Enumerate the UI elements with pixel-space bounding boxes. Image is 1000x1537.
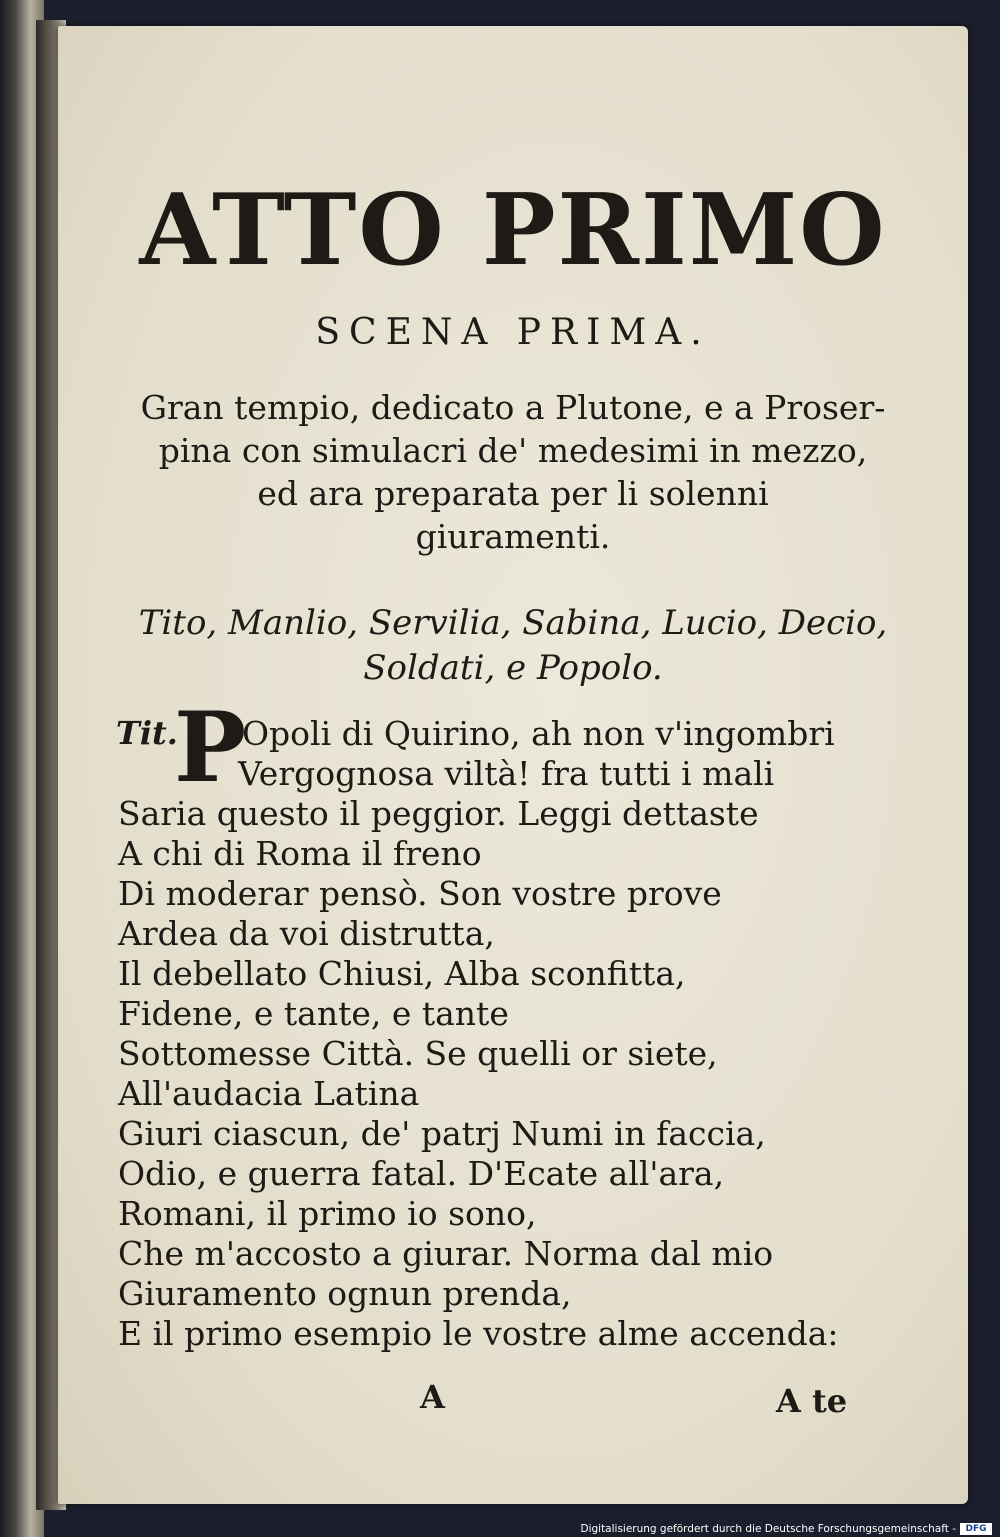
verse-line: Vergognosa viltà! fra tutti i mali: [238, 754, 775, 793]
scene-setting-description: [78, 386, 948, 558]
book-page: [58, 26, 968, 1504]
verse-line: All'audacia Latina: [118, 1074, 420, 1113]
verse-line: Ardea da voi distrutta,: [118, 914, 495, 953]
act-title: ATTO PRIMO: [139, 173, 887, 288]
verse-line: Fidene, e tante, e tante: [118, 994, 509, 1033]
digitization-credit: Digitalisierung gefördert durch die Deutsche Forschungsgemeinschaft -: [580, 1523, 956, 1535]
scene-title: SCENA PRIMA.: [315, 312, 711, 353]
dfg-logo: DFG: [960, 1523, 992, 1535]
signature-mark: A: [420, 1378, 445, 1416]
verse-line: Giuramento ognun prenda,: [118, 1274, 572, 1313]
verse-line: Sottomesse Città. Se quelli or siete,: [118, 1034, 718, 1073]
verse-line: A chi di Roma il freno: [118, 834, 482, 873]
verse-line: Che m'accosto a giurar. Norma dal mio: [118, 1234, 774, 1273]
setting-line: Gran tempio, dedicato a Plutone, e a Proser-: [140, 388, 886, 427]
characters-line: Soldati, e Popolo.: [363, 648, 663, 688]
setting-line: giuramenti.: [415, 517, 611, 556]
catchword: A te: [776, 1382, 848, 1420]
drop-cap: P: [174, 691, 247, 804]
verse-line: E il primo esempio le vostre alme accenda:: [118, 1314, 839, 1353]
verse-line: Opoli di Quirino, ah non v'ingombri: [242, 714, 835, 753]
setting-line: pina con simulacri de' medesimi in mezzo,: [158, 431, 868, 470]
verse-line: Il debellato Chiusi, Alba sconfitta,: [118, 954, 686, 993]
verse-line: Romani, il primo io sono,: [118, 1194, 537, 1233]
verse-line: Saria questo il peggior. Leggi dettaste: [118, 794, 759, 833]
verse-line: Giuri ciascun, de' patrj Numi in faccia,: [118, 1114, 766, 1153]
characters-list: [78, 601, 948, 691]
verse-line: Odio, e guerra fatal. D'Ecate all'ara,: [118, 1154, 725, 1193]
characters-line: Tito, Manlio, Servilia, Sabina, Lucio, Decio,: [138, 603, 888, 643]
verse-line: Di moderar pensò. Son vostre prove: [118, 874, 722, 913]
speaker-label: Tit.: [116, 714, 178, 752]
setting-line: ed ara preparata per li solenni: [257, 474, 769, 513]
